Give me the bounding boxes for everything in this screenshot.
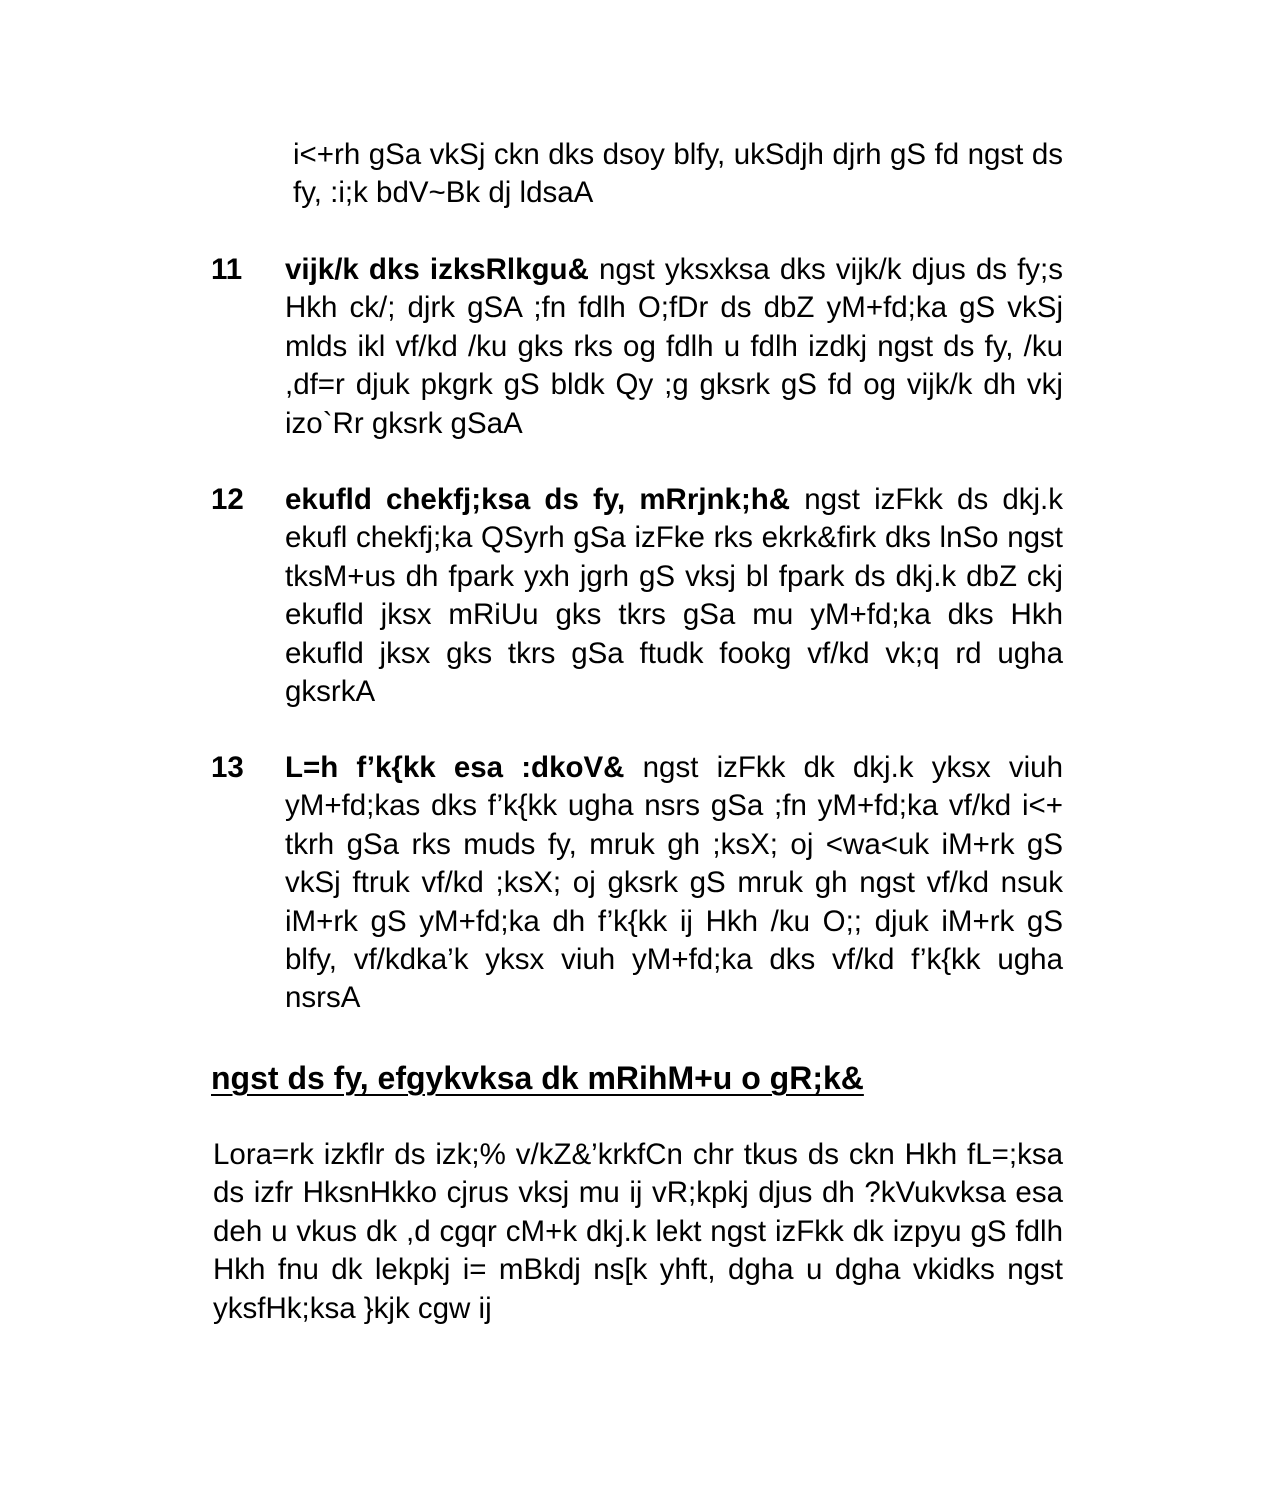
- item-title: ekufld chekfj;ksa ds fy, mRrjnk;h&: [285, 483, 791, 516]
- item-title: vijk/k dks izksRlkgu&: [285, 253, 589, 286]
- item-number: 11: [211, 253, 243, 286]
- item-text: ngst izFkk ds dkj.k ekufl chekfj;ka QSyrh gSa izFke rks ekrk&firk dks lnSo ngst tksM+us dh fpark yxh jgrh gS vksj bl fpark ds dkj.k dbZ ckj ekufld jksx mRiUu gks tkrs gSa mu yM+fd;ka dks Hkh ekufld jksx gks tkrs gSa ftudk fookg vf/kd vk;q rd ugha gksrkA: [285, 483, 1063, 709]
- continuation-paragraph: i<+rh gSa vkSj ckn dks dsoy blfy, ukSdjh djrh gS fd ngst ds fy, :i;k bdV~Bk dj ldsaA: [293, 138, 1063, 210]
- item-title: L=h f’k{kk esa :dkoV&: [285, 751, 625, 784]
- item-text: ngst yksxksa dks vijk/k djus ds fy;s Hkh ck/; djrk gSA ;fn fdlh O;fDr ds dbZ yM+fd;ka gS vkSj mlds ikl vf/kd /ku gks rks og fdlh u fdlh izdkj ngst ds fy, /ku ,df=r djuk pkgrk gS bldk Qy ;g gksrk gS fd og vijk/k dh vkj izo`Rr gksrk gSaA: [285, 253, 1063, 440]
- section-heading: ngst ds fy, efgykvksa dk mRihM+u o gR;k&: [211, 1060, 864, 1096]
- body-paragraph: Lora=rk izkflr ds izk;% v/kZ&’krkfCn chr tkus ds ckn Hkh fL=;ksa ds izfr HksnHkko cjrus vksj mu ij vR;kpkj djus dh ?kVukvksa esa deh u vkus dk ,d cgqr cM+k dkj.k lekt ngst izFkk dk izpyu gS fdlh Hkh fnu dk lekpkj i= mBkdj ns[k yhft, dgha u dgha vkidks ngst yksfHk;ksa }kjk cgw ij: [213, 1138, 1063, 1325]
- item-text: ngst izFkk dk dkj.k yksx viuh yM+fd;kas dks f’k{kk ugha nsrs gSa ;fn yM+fd;ka vf/kd i<+ tkrh gSa rks muds fy, mruk gh ;ksX; oj <wa<uk iM+rk gS vkSj ftruk vf/kd ;ksX; oj gksrk gS mruk gh ngst vf/kd nsuk iM+rk gS yM+fd;ka dh f’k{kk ij Hkh /ku O;; djuk iM+rk gS blfy, vf/kdka’k yksx viuh yM+fd;ka dks vf/kd f’k{kk ugha nsrsA: [285, 751, 1063, 1015]
- item-body: [285, 749, 1063, 1018]
- item-body: [285, 481, 1063, 711]
- list-item-12: [211, 481, 1063, 711]
- list-item-11: [211, 251, 1063, 443]
- item-body: [285, 251, 1063, 443]
- list-item-13: [211, 749, 1063, 1018]
- item-number: 12: [211, 483, 244, 516]
- item-number: 13: [211, 751, 244, 784]
